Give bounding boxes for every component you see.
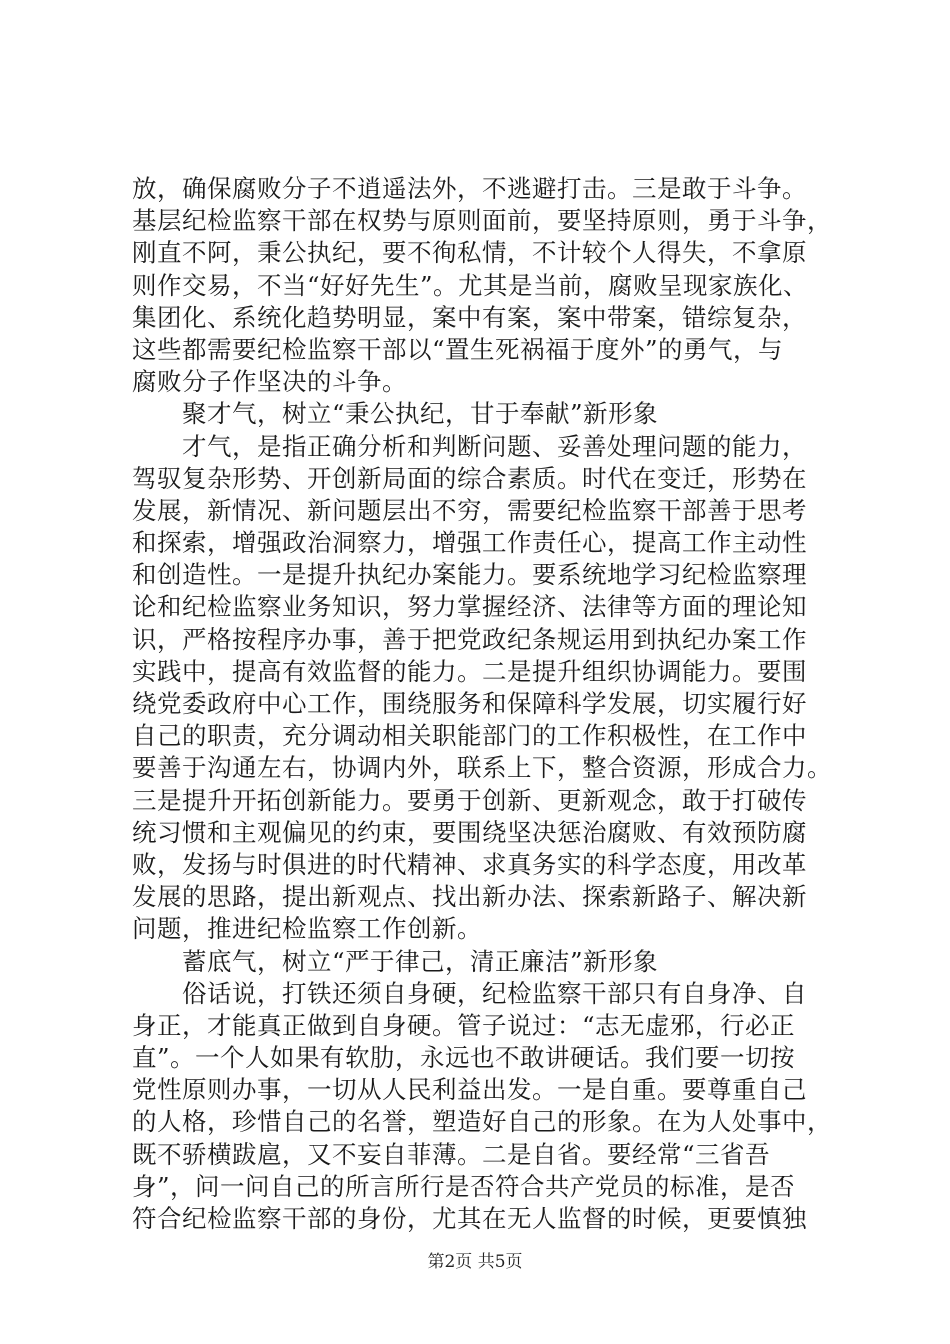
body-text — [132, 173, 832, 1235]
text-line: 俗话说，打铁还须自身硬，纪检监察干部只有自身净、自 — [132, 978, 807, 1008]
text-line: 这些都需要纪检监察干部以“置生死祸福于度外”的勇气，与 — [132, 334, 784, 364]
text-line: 腐败分子作坚决的斗争。 — [132, 367, 407, 397]
text-line: 身”，问一问自己的所言所行是否符合共产党员的标准，是否 — [132, 1171, 796, 1201]
page-footer: 第2页 共5页 — [427, 1252, 523, 1272]
text-line: 自己的职责，充分调动相关职能部门的工作积极性，在工作中 — [132, 721, 807, 751]
text-line: 和创造性。一是提升执纪办案能力。要系统地学习纪检监察理 — [132, 560, 807, 590]
text-line: 三是提升开拓创新能力。要勇于创新、更新观念，敢于打破传 — [132, 785, 807, 815]
text-line: 刚直不阿，秉公执纪，要不徇私情，不计较个人得失，不拿原 — [132, 238, 807, 268]
text-line: 则作交易，不当“好好先生”。尤其是当前，腐败呈现家族化、 — [132, 270, 809, 300]
text-line: 发展，新情况、新问题层出不穷，需要纪检监察干部善于思考 — [132, 495, 807, 525]
text-line: 论和纪检监察业务知识，努力掌握经济、法律等方面的理论知 — [132, 592, 807, 622]
text-line: 的人格，珍惜自己的名誉，塑造好自己的形象。在为人处事中， — [132, 1107, 832, 1137]
text-line: 识，严格按程序办事，善于把党政纪条规运用到执纪办案工作 — [132, 624, 807, 654]
text-line: 既不骄横跋扈，又不妄自菲薄。二是自省。要经常“三省吾 — [132, 1139, 771, 1169]
text-line: 发展的思路，提出新观点、找出新办法、探索新路子、解决新 — [132, 882, 807, 912]
text-line: 才气，是指正确分析和判断问题、妥善处理问题的能力， — [132, 431, 807, 461]
text-line: 身正，才能真正做到自身硬。管子说过：“志无虚邪，行必正 — [132, 1010, 796, 1040]
text-line: 聚才气，树立“秉公执纪，甘于奉献”新形象 — [132, 399, 659, 429]
text-line: 直”。一个人如果有软肋，永远也不敢讲硬话。我们要一切按 — [132, 1043, 796, 1073]
text-line: 驾驭复杂形势、开创新局面的综合素质。时代在变迁，形势在 — [132, 463, 807, 493]
text-line: 要善于沟通左右，协调内外，联系上下，整合资源，形成合力。 — [132, 753, 832, 783]
text-line: 基层纪检监察干部在权势与原则面前，要坚持原则，勇于斗争， — [132, 206, 832, 236]
text-line: 实践中，提高有效监督的能力。二是提升组织协调能力。要围 — [132, 656, 807, 686]
text-line: 党性原则办事，一切从人民利益出发。一是自重。要尊重自己 — [132, 1075, 807, 1105]
text-line: 和探索，增强政治洞察力，增强工作责任心，提高工作主动性 — [132, 528, 807, 558]
text-line: 败，发扬与时俱进的时代精神、求真务实的科学态度，用改革 — [132, 849, 807, 879]
text-line: 集团化、系统化趋势明显，案中有案，案中带案，错综复杂， — [132, 302, 807, 332]
text-line: 蓄底气，树立“严于律己，清正廉洁”新形象 — [132, 946, 659, 976]
text-line: 绕党委政府中心工作，围绕服务和保障科学发展，切实履行好 — [132, 689, 807, 718]
text-line: 放，确保腐败分子不逍遥法外，不逃避打击。三是敢于斗争。 — [132, 174, 807, 203]
text-line: 问题，推进纪检监察工作创新。 — [132, 914, 482, 944]
text-line: 统习惯和主观偏见的约束，要围绕坚决惩治腐败、有效预防腐 — [132, 817, 807, 847]
text-line: 符合纪检监察干部的身份，尤其在无人监督的时候，更要慎独 — [132, 1204, 807, 1233]
